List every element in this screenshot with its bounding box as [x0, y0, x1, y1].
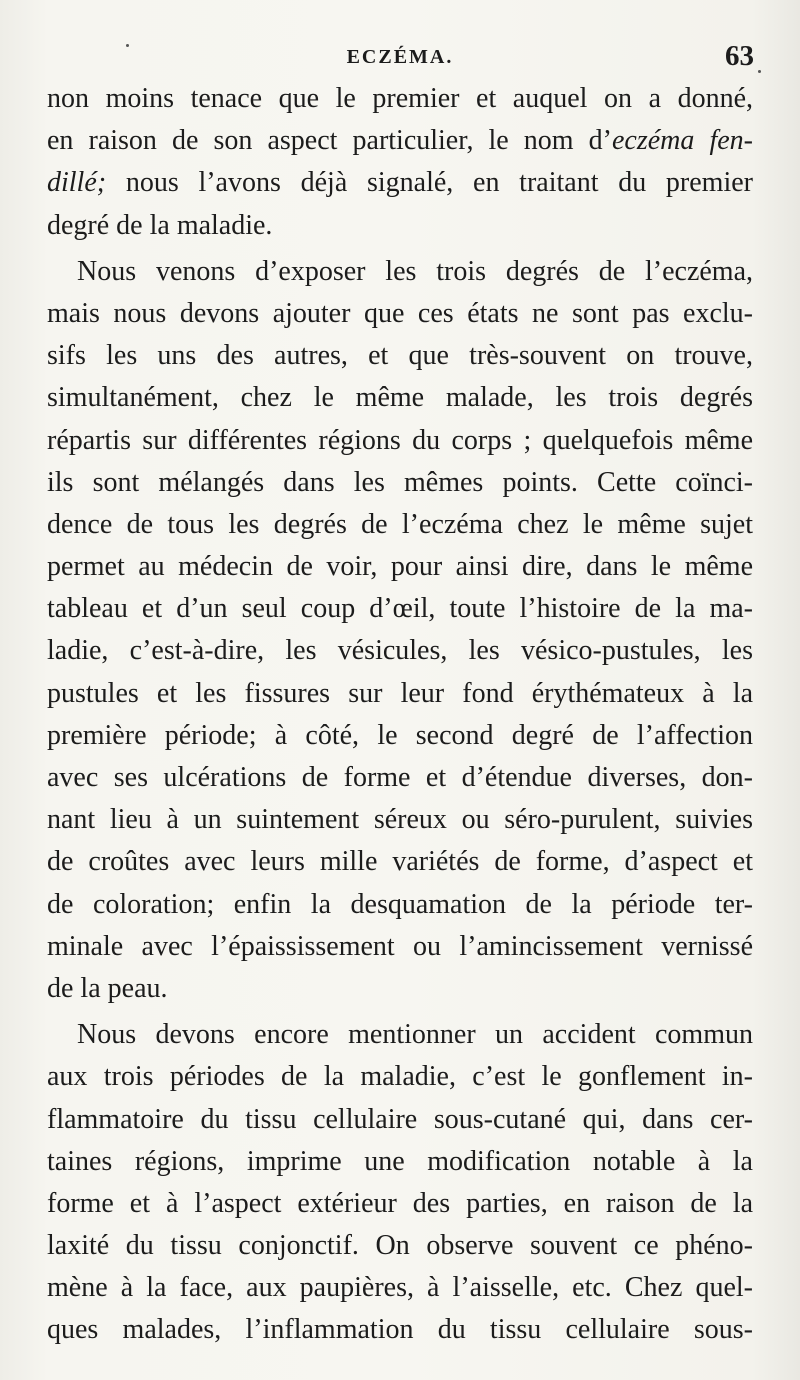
ink-speck	[126, 44, 129, 47]
text-line	[47, 205, 753, 247]
text-line	[47, 162, 753, 204]
text-run: nous l’avons déjà signalé, en traitant du premier	[106, 167, 753, 199]
text-line: permet au médecin de voir, pour ainsi dire, dans le même	[47, 551, 753, 583]
paragraph-3	[47, 1014, 753, 1352]
text-run: degré de la maladie.	[47, 209, 273, 241]
text-line: aux trois périodes de la maladie, c’est le gonflement in-	[47, 1061, 753, 1093]
paragraph-2	[47, 251, 753, 1010]
text-line: tableau et d’un seul coup d’œil, toute l’histoire de la ma-	[47, 593, 753, 625]
text-line: mais nous devons ajouter que ces états ne sont pas exclu-	[47, 297, 753, 329]
text-line: avec ses ulcérations de forme et d’étendue diverses, don-	[47, 762, 753, 793]
text-line: première période; à côté, le second degré de l’affection	[47, 719, 753, 751]
text-line: Nous venons d’exposer les trois degrés de l’eczéma,	[77, 255, 753, 287]
paragraph-1	[47, 78, 753, 247]
text-line: répartis sur différentes régions du corps ; quelquefois même	[47, 424, 753, 456]
running-head	[0, 40, 800, 76]
running-title: ECZÉMA.	[346, 46, 454, 68]
italic-term: dillé;	[47, 167, 107, 199]
ink-speck	[758, 70, 761, 73]
text-line: laxité du tissu conjonctif. On observe souvent ce phéno-	[47, 1230, 753, 1262]
text-run: en raison de son aspect particulier, le nom d’	[47, 125, 612, 157]
text-line: mène à la face, aux paupières, à l’aisselle, etc. Chez quel-	[47, 1272, 753, 1304]
text-line: sifs les uns des autres, et que très-souvent on trouve,	[47, 340, 753, 372]
text-line: taines régions, imprime une modification notable à la	[47, 1145, 753, 1177]
text-line	[47, 120, 753, 162]
text-run: non moins tenace que le premier et auquel on a donné,	[47, 83, 753, 114]
body-text	[47, 78, 753, 1352]
text-line: de la peau.	[47, 972, 168, 1004]
text-line: de coloration; enfin la desquamation de la période ter-	[47, 888, 753, 920]
text-line: flammatoire du tissu cellulaire sous-cutané qui, dans cer-	[47, 1103, 753, 1135]
page-number: 63	[725, 40, 754, 72]
text-line: Nous devons encore mentionner un accident commun	[77, 1019, 753, 1051]
text-line: simultanément, chez le même malade, les trois degrés	[47, 382, 753, 414]
text-line: forme et à l’aspect extérieur des parties, en raison de la	[47, 1187, 753, 1219]
text-line: pustules et les fissures sur leur fond érythémateux à la	[47, 677, 753, 709]
text-line: nant lieu à un suintement séreux ou séro-purulent, suivies	[47, 804, 753, 836]
text-line: dence de tous les degrés de l’eczéma chez le même sujet	[47, 508, 753, 540]
text-line: ques malades, l’inflammation du tissu cellulaire sous-	[47, 1314, 753, 1346]
text-line: de croûtes avec leurs mille variétés de forme, d’aspect et	[47, 846, 753, 878]
italic-term: eczéma fen-	[611, 125, 753, 157]
text-line: ladie, c’est-à-dire, les vésicules, les vésico-pustules, les	[47, 635, 753, 667]
text-line: ils sont mélangés dans les mêmes points. Cette coïnci-	[47, 466, 753, 498]
text-line: minale avec l’épaississement ou l’amincissement vernissé	[47, 930, 753, 962]
text-line	[47, 78, 753, 120]
